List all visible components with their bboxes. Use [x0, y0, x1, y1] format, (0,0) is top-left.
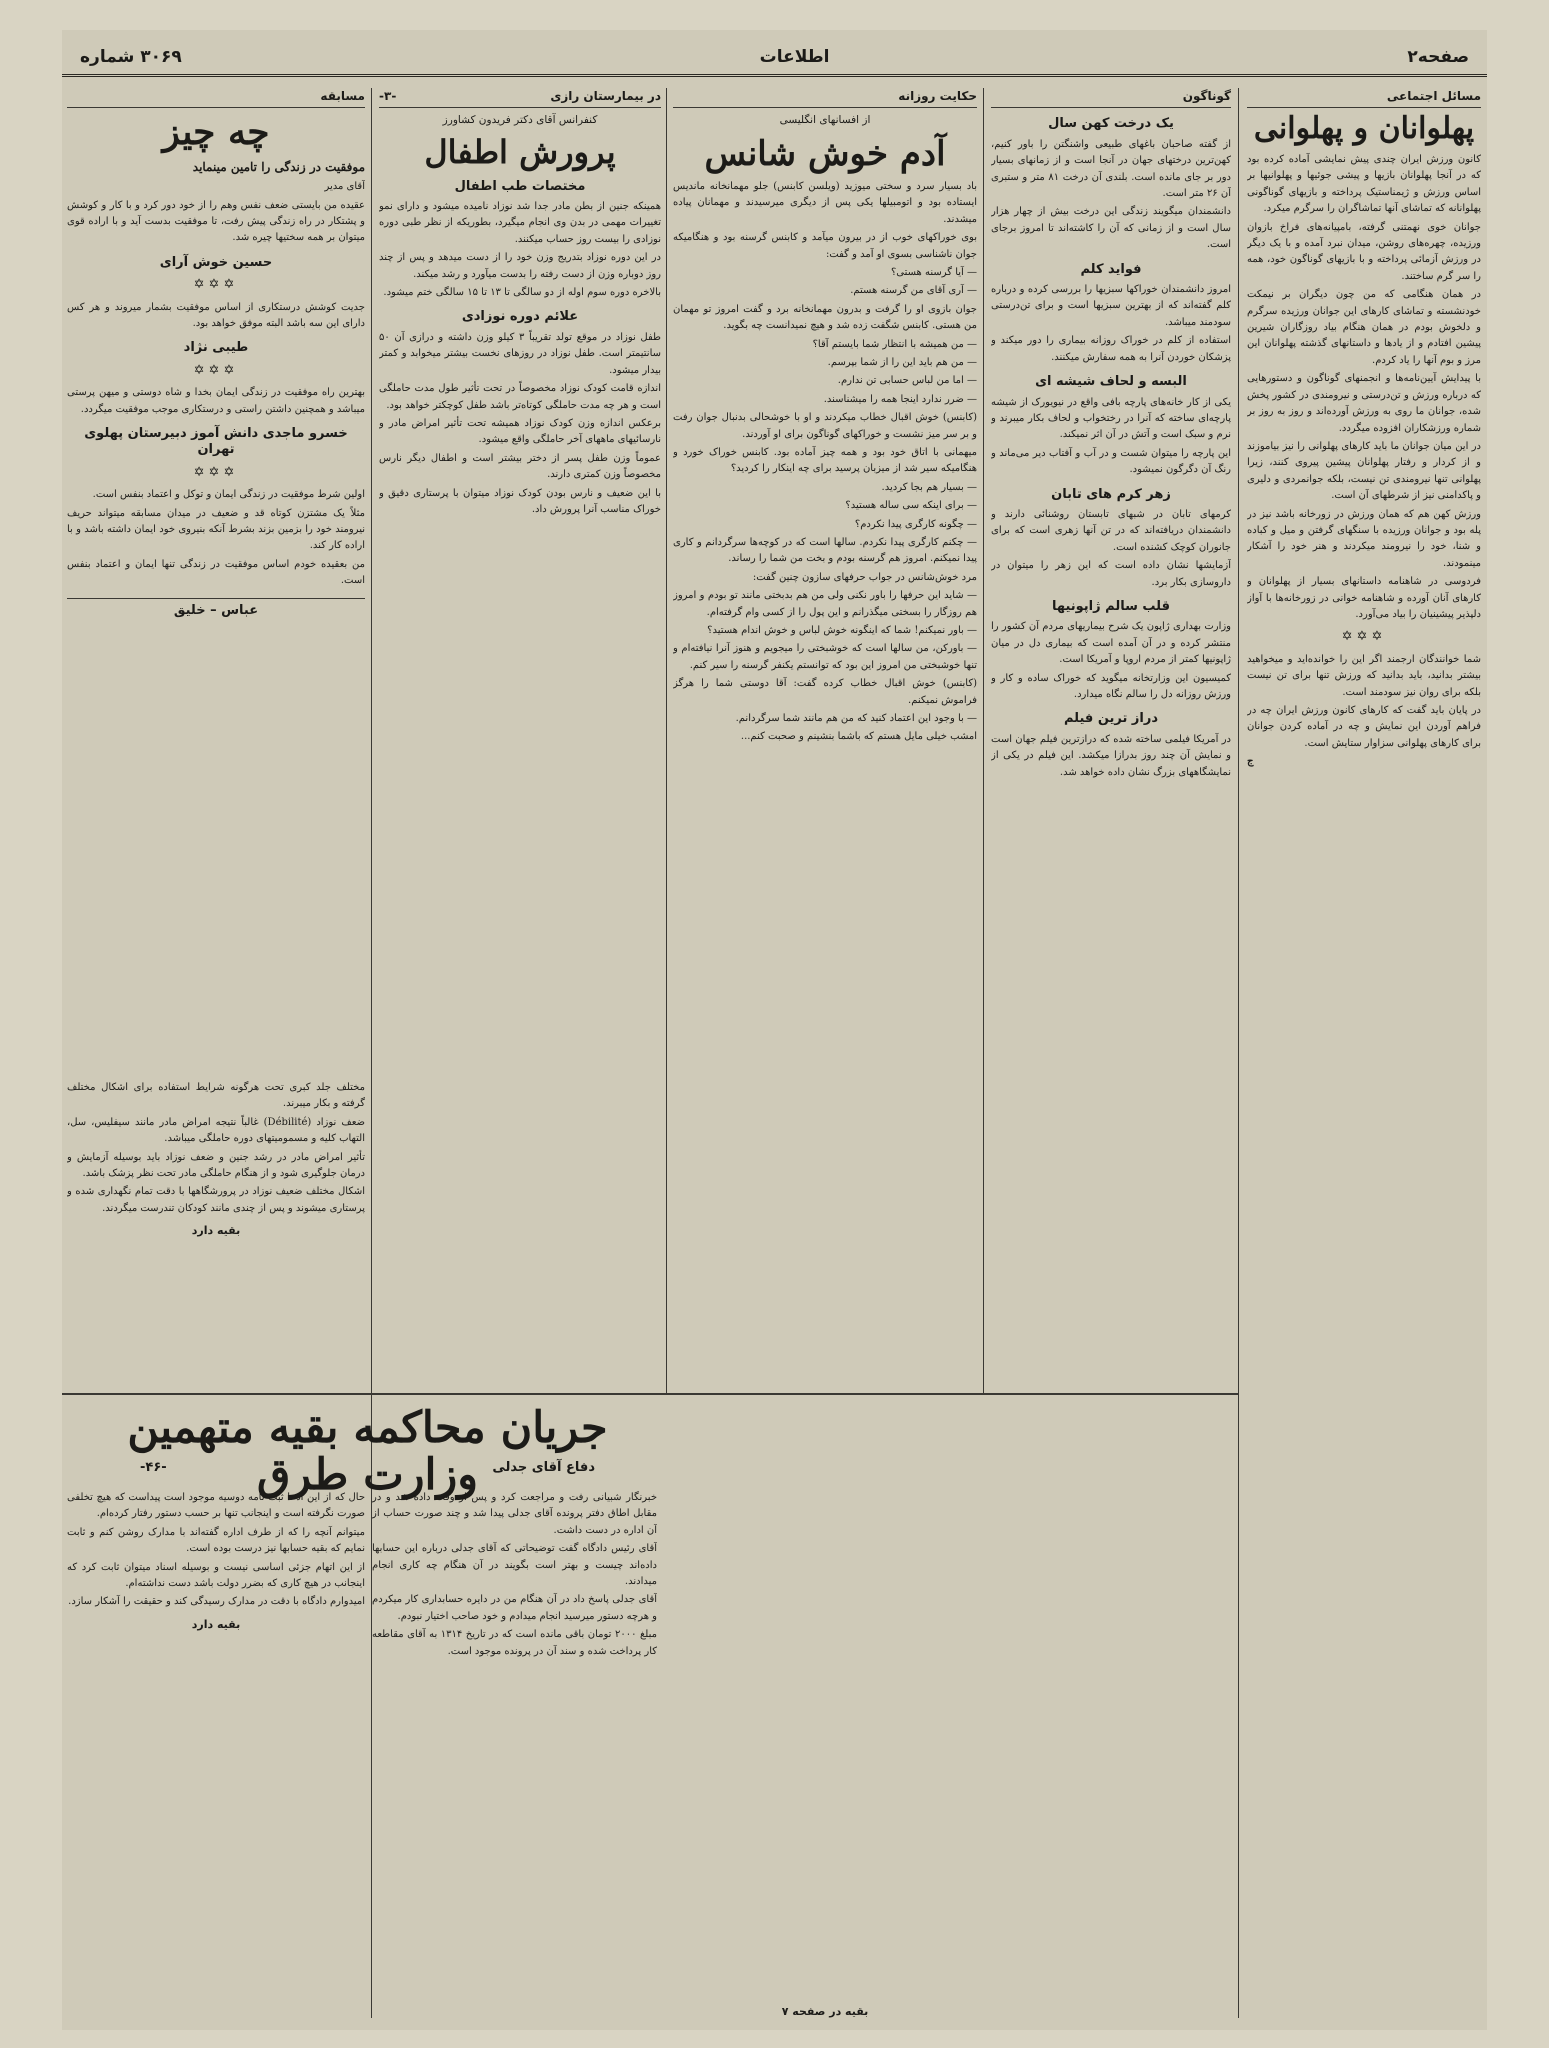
continued-note: بقیه دارد [191, 1617, 241, 1631]
subheading: دراز ترین فیلم [1063, 711, 1158, 727]
paragraph: عقیده من بایستی ضعف نفس وهم را از خود دور کرد و با کار و کوشش و پشتکار در راه زندگی پیش رفت، تا موفقیت بدست آید و با اراده قوی میتوان بر همه سختیها چیره شد. [67, 199, 365, 244]
paragraph: یکی از کار خانه‌های پارچه بافی واقع در نیویورک از شیشه پارچه‌ای ساخته که آنرا در رختخواب و لحاف بکار میبرند و نرم و سبک است و آتش در آن اثر نمیکند. [991, 396, 1231, 441]
paragraph: کرمهای تابان در شبهای تابستان روشنائی دارند و دانشمندان دریافته‌اند که در تن آنها زهری است که برای جانوران کوچک کشنده است. [991, 508, 1231, 553]
paragraph: — آری آقای من گرسنه هستم. [850, 285, 977, 297]
ornament-divider: ✡✡✡ [193, 362, 239, 378]
article-headline: پرورش اطفال [424, 132, 616, 171]
paragraph: — با وجود این اعتماد کنید که من هم مانند شما سرگردانم. [735, 713, 977, 725]
section-kicker: در بیمارستان رازی -۳- [379, 88, 661, 108]
ornament-divider: ✡✡✡ [1341, 629, 1387, 645]
paragraph: از این اتهام جزئی اساسی نیست و بوسیله اسناد میتوان ثابت کرد که اینجانب در هیچ کاری که بضرر دولت باشد دست نداشته‌ام. [67, 1561, 365, 1590]
newspaper-page [62, 30, 1487, 2030]
paragraph: (کابنس) خوش اقبال خطاب کرده گفت: آقا دوستی شما را هرگز فراموش نمیکنم. [673, 678, 977, 706]
column-hospital [379, 88, 661, 1388]
paragraph: مثلاً یک مشتزن کوتاه قد و ضعیف در میدان مسابقه میتواند حریف نیرومند خود را بزمین بزند بشرط آنکه بنیروی خود ایمان داشته باشد و با اراده کار کند. [67, 507, 365, 552]
trial-column-a [372, 1490, 657, 2010]
subheading: البسه و لحاف شیشه ای [1035, 374, 1187, 390]
paragraph: — ضرر ندارد اینجا همه را میشناسند. [823, 393, 977, 405]
paragraph: حال که از این ادعا ثبت نامه دوسیه موجود است پیداست که هیچ تخلفی صورت نگرفته است و اینجانب تنها بر حسب دستور رفتار کرده‌ام. [67, 1492, 365, 1520]
paragraph: — باورکن، من سالها است که خوشبختی را میجویم و هنوز آنرا نیافته‌ام و تنها خوشبختی من امروز این بود که توانستم یکنفر گرسنه را سیر کنم. [673, 643, 977, 671]
paragraph: بهترین راه موفقیت در زندگی ایمان بخدا و شاه دوستی و میهن پرستی میباشد و همچنین داشتن راستی و درستکاری موجب موفقیت میگردد. [67, 387, 365, 415]
paragraph: جوان بازوی او را گرفت و بدرون مهمانخانه برد و گفت امروز تو مهمان من هستی. کابنس شگفت زده شد و هیچ نمیدانست چه بگوید. [673, 303, 977, 332]
paragraph: برعکس اندازه وزن کودک نوزاد همیشه تحت تأثیر امراض مادر و نارسائیهای ماههای آخر حاملگی واقع میشود. [379, 417, 661, 446]
paragraph: در این دوره نوزاد بتدریج وزن خود را از دست میدهد و پس از چند روز دوباره وزن از دست رفته را بدست میآورد و رشد میکند. [379, 252, 661, 280]
article-headline: چه چیز [162, 111, 270, 154]
subheading: مختصات طب اطفال [454, 178, 586, 194]
column-contest [67, 88, 365, 1068]
ornament-divider: ✡✡✡ [193, 464, 239, 480]
paragraph: — من همیشه با انتظار شما بایستم آقا؟ [812, 338, 977, 350]
paragraph: عموماً وزن طفل پسر از دختر بیشتر است و اطفال دیگر نارس مخصوصاً وزن کمتری دارند. [379, 452, 661, 481]
contestant-name: طیبی نژاد [183, 340, 249, 356]
column-rule [666, 88, 667, 1393]
paragraph: — باور نمیکنم! شما که اینگونه خوش لباس و خوش اندام هستید؟ [707, 625, 977, 637]
paragraph: میهمانی با اتاق خود بود و همه چیز آماده بود. کابنس خوراک خورد و هنگامیکه سیر شد از میزبان پرسید برای چه اینکار را کردید؟ [673, 446, 977, 475]
paragraph: باد بسیار سرد و سختی میوزید (ویلسن کابنس) جلو مهمانخانه ماندیس ایستاده بود و اتومبیلها یکی پس از دیگری میرسیدند و مهمانان پیاده میشدند. [673, 180, 977, 225]
paragraph: — بسیار هم بجا کردید. [881, 481, 977, 493]
paragraph: جدیت کوشش درستکاری از اساس موفقیت بشمار میروند و هر کس دارای این سه باشد البته موفق خواهد بود. [67, 301, 365, 329]
paragraph: مبلغ ۲۰۰۰ تومان باقی مانده است که در تاریخ ۱۳۱۴ به آقای مقاطعه کار پرداخت شده و سند آن در پرونده موجود است. [372, 1629, 657, 1657]
section-kicker: حکایت روزانه [673, 88, 977, 108]
contestant-name: خسرو ماجدی دانش آموز دبیرستان پهلوی تهران [84, 426, 348, 458]
paragraph: با این ضعیف و نارس بودن کودک نوزاد میتوان با پرستاری دقیق و خوراک مناسب آنرا پرورش داد. [379, 487, 661, 515]
paragraph: این پارچه را میتوان شست و در آب و آفتاب دیر می‌ماند و رنگ آن دگرگون نمیشود. [991, 447, 1231, 476]
contestant-name: حسین خوش آرای [159, 254, 273, 270]
paragraph: من بعقیده خودم اساس موفقیت در زندگی تنها ایمان و اعتماد بنفس است. [67, 558, 365, 587]
continued-note: بقیه در صفحه ۷ [781, 2005, 869, 2018]
paragraph: — من هم باید این را از شما بپرسم. [827, 356, 977, 368]
paragraph: کمیسیون این وزارتخانه میگوید که خوراک ساده و کار و ورزش روزانه دل را سالم نگاه میدارد. [991, 672, 1231, 700]
paragraph: — آیا گرسنه هستی؟ [890, 266, 977, 278]
paragraph: از گفته صاحبان باغهای طبیعی واشنگتن را باور کنیم، کهن‌ترین درختهای جهان در آنجا است و از زمانهای بسیار دور بر جای مانده است. بلندی آن درخت ۸۱ متر و ستبری آن ۲۶ متر است. [991, 138, 1231, 200]
paragraph: فردوسی در شاهنامه داستانهای بسیار از پهلوانان و کارهای آنان آورده و شاهنامه خوانی در زورخانه‌ها با آواز دلپذیر پیشینیان را بیاد می‌آورد. [1247, 576, 1481, 620]
paragraph: بالاخره دوره سوم اوله از دو سالگی تا ۱۳ تا ۱۵ سالگی ختم میشود. [383, 287, 661, 299]
paragraph: مختلف جلد کبری تحت هرگونه شرایط استفاده برای اشکال مختلف گرفته و بکار میبرند. [67, 1082, 365, 1110]
paragraph: همینکه جنین از بطن مادر جدا شد نوزاد نامیده میشود و دارای نمو تغییرات مهمی در بدن وی انجام میگیرد، بطوریکه از نظر طبی دوره نوزادی را بیست روز حساب میکنند. [379, 201, 661, 245]
trial-column-b [67, 1490, 365, 2010]
paragraph: اشکال مختلف ضعیف نوزاد در پرورشگاهها با دقت تمام نگهداری شده و پرستاری میشوند و پس از چندی مانند کودکان تندرست میگردند. [67, 1186, 365, 1214]
story-source: از افسانهای انگلیسی [779, 114, 871, 127]
paragraph: آقای جدلی پاسخ داد در آن هنگام من در دایره حسابداری کار میکردم و هرچه دستور میرسید انجام میدادم و خود صاحب اختیار نبودم. [372, 1594, 657, 1622]
paragraph: در همان هنگامی که من چون دیگران بر نیمکت خودنشسته و تماشای کارهای این جوانان ورزیده سرگرم و دلخوش بودم در همان هنگام بیاد روزگاران شیرین پیشین افتادم و از یادها و داستانهای گذشته پهلوانان این مرز و بوم آنها را یاد کردم. [1247, 289, 1481, 366]
section-kicker: مسائل اجتماعی [1247, 88, 1481, 108]
paragraph: — چگونه کارگری پیدا نکردم؟ [854, 518, 977, 530]
section-kicker: گوناگون [991, 88, 1231, 108]
paragraph: طفل نوزاد در موقع تولد تقریباً ۳ کیلو وزن داشته و درازی آن ۵۰ سانتیمتر است. طفل نوزاد در روزهای نخست بیشتر میخوابد و کمتر بیدار میشود. [379, 331, 661, 376]
paragraph: — اما من لباس حسابی تن ندارم. [837, 375, 977, 387]
column-misc [991, 88, 1231, 2018]
paragraph: دانشمندان میگویند زندگی این درخت بیش از چهار هزار سال است و از زمانی که آن را کاشته‌اند تا امروز برجای است. [991, 206, 1231, 251]
issue-label: ۳۰۶۹ شماره [80, 47, 182, 67]
paragraph: — برای اینکه سی ساله هستید؟ [845, 500, 977, 512]
paragraph: با پیدایش آیین‌نامه‌ها و انجمنهای گوناگون و دستورهایی که درباره ورزش و تن‌درستی و نیرومندی در کشور پخش شده، جوانان ما روی به ورزش آورده‌اند و روز به روز بر شماره ورزشکاران افزوده میگردد. [1247, 373, 1481, 434]
subheading: قلب سالم ژاپونیها [1052, 598, 1170, 614]
article-headline: پهلوانان و پهلوانی [1253, 111, 1475, 147]
paragraph: در پایان باید گفت که کارهای کانون ورزش ایران چه در فراهم آوردن این نمایش و چه در آماده کردن جوانان برای کارهای پهلوانی سزاوار ستایش است. [1247, 705, 1481, 749]
paragraph: مرد خوش‌شانس در جواب حرفهای سازون چنین گفت: [752, 571, 977, 583]
paragraph: وزارت بهداری ژاپون یک شرح بیماریهای مردم آن کشور را منتشر کرده و در آن آمده است که بیماری دل در میان ژاپونیها کمتر از مردم اروپا و آمریکا است. [991, 621, 1231, 666]
lecture-byline: کنفرانس آقای دکتر فریدون کشاورز [442, 114, 598, 127]
paragraph: ورزش کهن هم که همان ورزش در زورخانه باشد نیز در پله بود و جوانان ورزیده با سنگهای گرفتن و میل و کباده و شنا، خود را نیرومند میکردند و هنر خود را آشکار مینمودند. [1247, 508, 1481, 569]
contestant-name: عباس – خلیق [67, 598, 365, 619]
paper-name: اطلاعات [759, 47, 830, 67]
column-rule [371, 88, 372, 1393]
column-rule [1238, 1393, 1239, 2018]
paragraph: امیدوارم دادگاه با دقت در مدارک رسیدگی کند و حقیقت را آشکار سازد. [68, 1596, 365, 1608]
article-headline: آدم خوش شانس [704, 133, 946, 174]
subheading: یک درخت کهن سال [1048, 116, 1174, 132]
paragraph: جوانان خوی نهمتنی گرفته، بامپیانه‌های فراخ بازوان ورزیده، چهره‌های روشن، میدان نبرد آمده و با یک دیگر در ورزش آزمائی پرداخته و با بازیهای گوناگون خود، همه را سر گرم ساختند. [1247, 221, 1481, 282]
paragraph: بوی خوراکهای خوب از در بیرون میآمد و کابنس گرسنه بود و هنگامیکه جوان ناشناسی بسوی او آمد و گفت: [673, 232, 977, 260]
column-lower-left [67, 1080, 365, 1380]
paragraph: — چکنم کارگری پیدا نکردم. سالها است که در کوچه‌ها سرگردانم و کاری پیدا نمیکنم. امروز هم گرسنه بودم و بخت من شما را رساند. [673, 537, 977, 565]
paragraph: آزمایشها نشان داده است که این زهر را میتوان در داروسازی بکار برد. [991, 560, 1231, 588]
paragraph: تأثیر امراض مادر در رشد جنین و ضعف نوزاد باید بوسیله آزمایش و درمان جلوگیری شود و از هنگام حاملگی مادر تحت نظر پزشک باشد. [67, 1151, 365, 1180]
subheading: علائم دوره نوزادی [461, 309, 579, 325]
paragraph: ضعف نوزاد (Débilité) غالباً نتیجه امراض مادر مانند سیفلیس، سل، التهاب کلیه و مسمومیتهای دوره حاملگی میباشد. [67, 1116, 365, 1145]
trial-headline: جریان محاکمه بقیه متهمین وزارت طرق [127, 1403, 608, 1501]
continued-note: بقیه دارد [191, 1224, 241, 1238]
paragraph: (کابنس) خوش اقبال خطاب میکردند و او با خوشحالی بدنبال جوان رفت و بر سر میز نشست و خوراکهای گوناگون برای او آوردند. [673, 412, 977, 440]
column-story [673, 88, 977, 1388]
paragraph: آقای رئیس دادگاه گفت توضیحاتی که آقای جدلی درباره این حسابها داده‌اند چیست و بهتر است بگویند در آن هنگام چه کاری انجام میدادند. [372, 1543, 657, 1588]
paragraph: اندازه قامت کودک نوزاد مخصوصاً در تحت تأثیر طول مدت حاملگی است و هر چه مدت حاملگی کوتاه‌تر باشد طفل کوچکتر خواهد بود. [379, 383, 661, 411]
article-subhead: موفقیت در زندگی را تامین مینماید [192, 159, 365, 174]
subheading: فواید کلم [1080, 261, 1142, 277]
paragraph: آقای مدیر [324, 181, 365, 193]
paragraph: در این میان جوانان ما باید کارهای پهلوانی را نیز بیاموزند و از کردار و رفتار پهلوانان پیشین پیروی کنند، زیرا پهلوانی تنها نیرومندی تن نیست، بلکه جوانمردی و دلیری و پاکدامنی نیز از شرطهای آن است. [1247, 440, 1481, 502]
paragraph: — شاید این حرفها را باور نکنی ولی من هم بدبختی مانند تو بودم و امروز هم روزگار را بسختی میگذرانم و این پول را از کسی وام گرفته‌ام. [673, 590, 977, 618]
ornament-divider: ✡✡✡ [193, 277, 239, 293]
column-rule [983, 88, 984, 1393]
column-rule [1238, 88, 1239, 1393]
paragraph: کانون ورزش ایران چندی پیش نمایشی آماده کرده بود که در آنجا پهلوانان بازیها و پیشی جوئیها و پهلوانیها بر اساس ورزش و ژیمناستیک پرداخته و بازیهای گوناگونی پهلوانانه که تماشای آنها تماشاگران را سرگرم میکرد. [1247, 154, 1481, 215]
paragraph: استفاده از کلم در خوراک روزانه بیماری را دور میکند و پزشکان خوردن آنرا به همه سفارش میکنند. [991, 335, 1231, 363]
subheading: زهر کرم های تابان [1051, 486, 1171, 502]
signature: ج [1247, 756, 1254, 768]
column-social [1247, 88, 1481, 2018]
page-label: صفحه۲ [1407, 47, 1469, 67]
section-kicker: مسابقه [67, 88, 365, 108]
paragraph: امروز دانشمندان خوراکها سبزیها را بررسی کرده و درباره کلم گفته‌اند که از بهترین سبزیها است و برای تن‌درستی سودمند میباشد. [991, 284, 1231, 328]
paragraph: امشب خیلی مایل هستم که باشما بنشینم و صحبت کنم... [740, 731, 977, 743]
paragraph: میتوانم آنچه را که از طرف اداره گفته‌اند با مدارک روشن کنم و ثابت نمایم که بقیه حسابها نیز درست بوده است. [67, 1526, 365, 1555]
paragraph: شما خوانندگان ارجمند اگر این را خوانده‌اید و میخواهید بیشتر بدانید، باید بدانید که ورزش تنها برای تن نیست بلکه برای روان نیز سودمند است. [1247, 653, 1481, 698]
paragraph: در آمریکا فیلمی ساخته شده که درازترین فیلم جهان است و نمایش آن چند روز بدرازا میکشد. این فیلم در یکی از نمایشگاههای بزرگ نشان داده خواهد شد. [991, 733, 1231, 778]
paragraph: خبرنگار شبیانی رفت و مراجعت کرد و پس از وقت داده شد و در مقابل اطاق دفتر پرونده آقای جدلی پیدا شد و چند صورت حساب از آن اداره در دست داشت. [372, 1492, 657, 1536]
paragraph: اولین شرط موفقیت در زندگی ایمان و توکل و اعتماد بنفس است. [92, 489, 365, 501]
masthead [62, 40, 1487, 77]
trial-byline: دفاع آقای جدلی -۴۶- [140, 1460, 595, 1475]
